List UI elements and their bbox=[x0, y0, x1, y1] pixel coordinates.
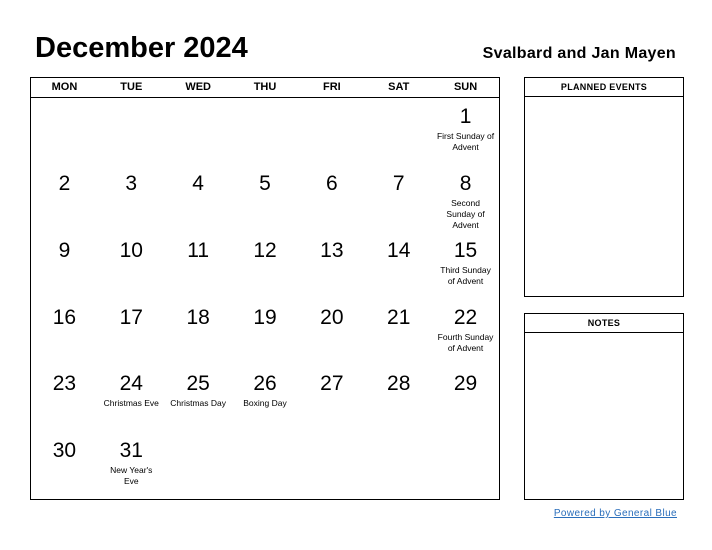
day-cell bbox=[432, 232, 499, 299]
weekday-thu: THU bbox=[253, 81, 277, 93]
planned-events-title: PLANNED EVENTS bbox=[525, 78, 683, 97]
day-cell bbox=[165, 365, 232, 432]
day-cell bbox=[298, 432, 365, 499]
day-number: 13 bbox=[320, 238, 344, 262]
weekday-sat: SAT bbox=[388, 81, 410, 93]
day-cell bbox=[31, 165, 98, 232]
day-number: 28 bbox=[387, 372, 411, 396]
day-cell bbox=[165, 432, 232, 499]
day-number: 3 bbox=[125, 171, 138, 195]
day-cell bbox=[31, 299, 98, 366]
day-number: 11 bbox=[187, 238, 210, 262]
day-cell bbox=[298, 299, 365, 366]
day-cell bbox=[298, 98, 365, 165]
day-number: 6 bbox=[326, 171, 338, 195]
day-number: 21 bbox=[387, 305, 411, 329]
weekday-tue: TUE bbox=[120, 81, 143, 93]
day-number: 7 bbox=[392, 171, 405, 195]
holiday-label: Third Sunday of Advent bbox=[440, 264, 491, 286]
day-cell bbox=[232, 98, 299, 165]
day-number: 31 bbox=[119, 439, 143, 463]
day-cell bbox=[365, 299, 432, 366]
day-number: 12 bbox=[253, 238, 277, 262]
day-number: 2 bbox=[58, 171, 71, 195]
notes-box bbox=[524, 313, 684, 500]
day-cell bbox=[98, 232, 165, 299]
day-number: 4 bbox=[192, 171, 204, 195]
weekday-wed: WED bbox=[185, 81, 211, 93]
day-number: 16 bbox=[52, 305, 77, 329]
day-cell bbox=[165, 165, 232, 232]
notes-title: NOTES bbox=[525, 314, 683, 333]
day-cell bbox=[31, 232, 98, 299]
day-number: 5 bbox=[259, 171, 271, 195]
day-cell bbox=[232, 232, 299, 299]
day-number: 19 bbox=[253, 305, 277, 329]
day-number: 25 bbox=[186, 372, 210, 396]
day-cell bbox=[165, 232, 232, 299]
calendar-grid bbox=[30, 77, 500, 500]
day-number: 24 bbox=[119, 372, 143, 396]
day-cell bbox=[298, 165, 365, 232]
day-cell bbox=[365, 98, 432, 165]
weekday-header bbox=[31, 78, 499, 98]
day-cell bbox=[432, 98, 499, 165]
day-cell bbox=[98, 299, 165, 366]
day-cell bbox=[432, 365, 499, 432]
day-number: 30 bbox=[52, 439, 77, 463]
day-number: 8 bbox=[459, 171, 472, 195]
day-cell bbox=[432, 299, 499, 366]
day-grid bbox=[31, 98, 499, 499]
holiday-label: Boxing Day bbox=[243, 398, 287, 409]
holiday-label: Second Sunday of Advent bbox=[446, 197, 485, 230]
day-cell bbox=[432, 432, 499, 499]
day-cell bbox=[432, 165, 499, 232]
day-number: 20 bbox=[320, 305, 344, 329]
day-number: 26 bbox=[253, 372, 277, 396]
day-number: 1 bbox=[459, 105, 472, 128]
day-cell bbox=[232, 299, 299, 366]
day-cell bbox=[298, 232, 365, 299]
day-cell bbox=[31, 365, 98, 432]
day-cell bbox=[98, 98, 165, 165]
weekday-sun: SUN bbox=[453, 81, 478, 93]
day-cell bbox=[98, 165, 165, 232]
day-cell bbox=[232, 432, 299, 499]
day-number: 10 bbox=[119, 238, 143, 262]
day-cell bbox=[365, 432, 432, 499]
weekday-mon: MON bbox=[51, 81, 78, 93]
day-cell bbox=[232, 165, 299, 232]
holiday-label: Christmas Day bbox=[170, 398, 226, 409]
region-name: Svalbard and Jan Mayen bbox=[482, 45, 676, 62]
day-cell bbox=[365, 365, 432, 432]
weekday-fri: FRI bbox=[323, 81, 341, 93]
day-number: 9 bbox=[58, 238, 71, 262]
day-cell bbox=[31, 432, 98, 499]
day-number: 17 bbox=[119, 305, 143, 329]
holiday-label: New Year's Eve bbox=[110, 465, 153, 487]
day-cell bbox=[365, 232, 432, 299]
planned-events-box bbox=[524, 77, 684, 297]
calendar-title: December 2024 bbox=[35, 32, 248, 64]
day-cell bbox=[98, 432, 165, 499]
day-number: 14 bbox=[387, 238, 411, 262]
day-cell bbox=[298, 365, 365, 432]
powered-by-link[interactable]: Powered by General Blue bbox=[553, 508, 677, 519]
day-number: 27 bbox=[320, 372, 344, 396]
day-number: 22 bbox=[453, 305, 478, 329]
day-number: 23 bbox=[52, 372, 77, 396]
day-number: 29 bbox=[453, 372, 478, 396]
day-cell bbox=[365, 165, 432, 232]
holiday-label: Fourth Sunday of Advent bbox=[437, 331, 494, 353]
day-number: 15 bbox=[453, 238, 478, 262]
day-cell bbox=[98, 365, 165, 432]
day-number: 18 bbox=[186, 305, 210, 329]
day-cell bbox=[165, 299, 232, 366]
day-cell bbox=[165, 98, 232, 165]
day-cell bbox=[232, 365, 299, 432]
holiday-label: First Sunday of Advent bbox=[436, 131, 495, 152]
holiday-label: Christmas Eve bbox=[103, 398, 159, 409]
day-cell bbox=[31, 98, 98, 165]
